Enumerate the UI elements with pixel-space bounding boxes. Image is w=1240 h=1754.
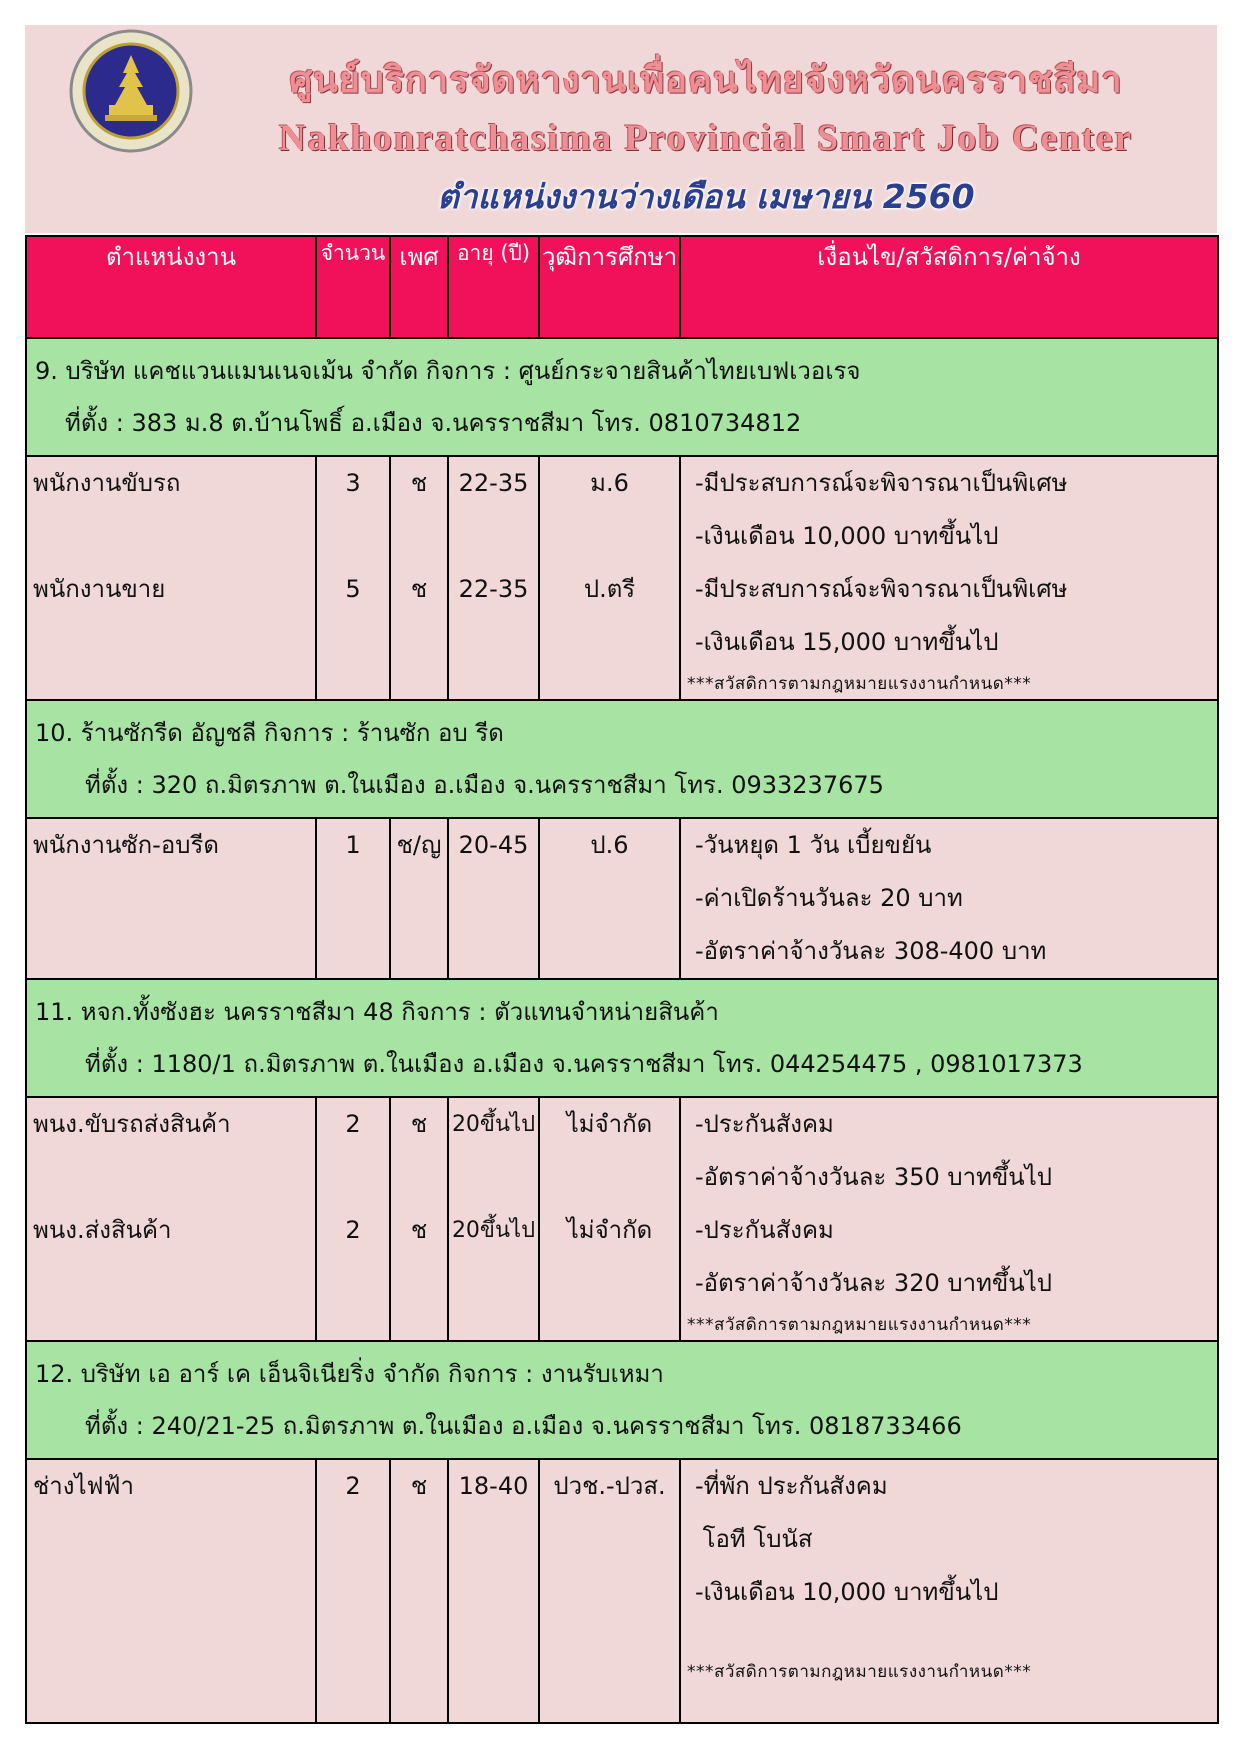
job-age: 22-35: [458, 469, 529, 497]
job-position-cell: [26, 1097, 316, 1341]
company-name-line: 9. บริษัท แคชแวนแมนเนจเม้น จำกัด กิจการ : ศูนย์กระจายสินค้าไทยเบฟเวอเรจ: [35, 357, 861, 385]
job-count-cell: [316, 456, 390, 700]
job-age-cell: [448, 1459, 539, 1723]
job-education-cell: [539, 818, 680, 979]
job-conditions-cell: [680, 1097, 1218, 1341]
company-address-line: ที่ตั้ง : 240/21-25 ถ.มิตรภาพ ต.ในเมือง อ.เมือง จ.นครราชสีมา โทร. 0818733466: [85, 1412, 962, 1440]
column-header-count: จำนวน: [316, 236, 390, 338]
job-condition: -อัตราค่าจ้างวันละ 320 บาทขึ้นไป: [695, 1269, 1053, 1297]
job-age: 22-35: [458, 575, 529, 603]
job-education-cell: [539, 456, 680, 700]
job-education: ป.6: [590, 831, 629, 859]
company-name-line: 12. บริษัท เอ อาร์ เค เอ็นจิเนียริ่ง จำกัด กิจการ : งานรับเหมา: [35, 1360, 664, 1388]
job-position: พนง.ขับรถส่งสินค้า: [33, 1110, 231, 1138]
job-rows: [26, 456, 1218, 700]
job-sex: ช: [410, 575, 428, 603]
job-condition: -เงินเดือน 15,000 บาทขึ้นไป: [695, 628, 999, 656]
job-count: 2: [345, 1472, 361, 1500]
job-count: 1: [345, 831, 361, 859]
company-name-line: 10. ร้านซักรีด อัญชลี กิจการ : ร้านซัก อบ รีด: [35, 719, 504, 747]
job-condition: -ค่าเปิดร้านวันละ 20 บาท: [695, 884, 963, 912]
column-header-conditions: เงื่อนไข/สวัสดิการ/ค่าจ้าง: [680, 236, 1218, 338]
job-sex-cell: [390, 1459, 448, 1723]
job-count: 5: [345, 575, 361, 603]
job-conditions-cell: [680, 456, 1218, 700]
job-age: 20-45: [458, 831, 529, 859]
job-conditions-cell: [680, 1459, 1218, 1723]
company-info: [26, 1341, 1218, 1459]
provincial-seal-logo: [65, 25, 197, 157]
column-header-sex: เพศ: [390, 236, 448, 338]
job-education: ไม่จำกัด: [566, 1110, 653, 1138]
job-sex-cell: [390, 1097, 448, 1341]
column-header-position: ตำแหน่งงาน: [26, 236, 316, 338]
job-education-cell: [539, 1459, 680, 1723]
job-position-cell: [26, 1459, 316, 1723]
job-age: 20ขึ้นไป: [451, 1112, 536, 1137]
job-rows: [26, 818, 1218, 979]
job-condition: -อัตราค่าจ้างวันละ 350 บาทขึ้นไป: [695, 1163, 1053, 1191]
page-title-english: Nakhonratchasima Provincial Smart Job Center: [279, 118, 1133, 159]
welfare-note: ***สวัสดิการตามกฎหมายแรงงานกำหนด***: [687, 674, 1032, 694]
job-condition: โอที โบนัส: [695, 1525, 813, 1553]
company-row: [26, 1341, 1218, 1459]
job-condition: -เงินเดือน 10,000 บาทขึ้นไป: [695, 1578, 999, 1606]
job-position: ช่างไฟฟ้า: [33, 1472, 135, 1500]
job-listing-table: [25, 235, 1219, 1724]
job-position: พนง.ส่งสินค้า: [33, 1216, 172, 1244]
page-header: [25, 25, 1217, 233]
job-position: พนักงานขับรถ: [33, 469, 181, 497]
job-education: ไม่จำกัด: [566, 1216, 653, 1244]
column-header-education: วุฒิการศึกษา: [539, 236, 680, 338]
job-sex-cell: [390, 818, 448, 979]
job-education-cell: [539, 1097, 680, 1341]
job-condition: -มีประสบการณ์จะพิจารณาเป็นพิเศษ: [695, 575, 1068, 603]
company-info: [26, 700, 1218, 818]
job-position: พนักงานซัก-อบรีด: [33, 831, 219, 859]
welfare-note: ***สวัสดิการตามกฎหมายแรงงานกำหนด***: [687, 1662, 1032, 1682]
job-count-cell: [316, 818, 390, 979]
job-condition: -เงินเดือน 10,000 บาทขึ้นไป: [695, 522, 999, 550]
page-title-thai: ศูนย์บริการจัดหางานเพื่อคนไทยจังหวัดนครราชสีมา: [289, 59, 1123, 101]
company-address-line: ที่ตั้ง : 320 ถ.มิตรภาพ ต.ในเมือง อ.เมือง จ.นครราชสีมา โทร. 0933237675: [85, 771, 884, 799]
job-sex: ช/ญ: [396, 831, 442, 859]
job-education: ปวช.-ปวส.: [553, 1472, 666, 1500]
job-condition: -อัตราค่าจ้างวันละ 308-400 บาท: [695, 937, 1047, 965]
job-age-cell: [448, 456, 539, 700]
job-sex: ช: [410, 1216, 428, 1244]
column-header-age: อายุ (ปี): [448, 236, 539, 338]
company-info: [26, 338, 1218, 456]
job-rows: [26, 1459, 1218, 1723]
job-rows: [26, 1097, 1218, 1341]
job-age: 18-40: [458, 1472, 529, 1500]
job-condition: -มีประสบการณ์จะพิจารณาเป็นพิเศษ: [695, 469, 1068, 497]
job-count: 2: [345, 1110, 361, 1138]
job-age-cell: [448, 818, 539, 979]
table-header-row: [26, 236, 1218, 338]
job-sex: ช: [410, 1110, 428, 1138]
company-row: [26, 979, 1218, 1097]
job-sex-cell: [390, 456, 448, 700]
job-education: ม.6: [590, 469, 629, 497]
job-position: พนักงานขาย: [33, 575, 166, 603]
job-age-cell: [448, 1097, 539, 1341]
job-position-cell: [26, 456, 316, 700]
job-count-cell: [316, 1097, 390, 1341]
welfare-note: ***สวัสดิการตามกฎหมายแรงงานกำหนด***: [687, 1315, 1032, 1335]
job-count: 2: [345, 1216, 361, 1244]
company-row: [26, 700, 1218, 818]
company-info: [26, 979, 1218, 1097]
company-row: [26, 338, 1218, 456]
job-age: 20ขึ้นไป: [451, 1218, 536, 1243]
job-sex: ช: [410, 1472, 428, 1500]
page-subtitle-month: ตำแหน่งงานว่างเดือน เมษายน 2560: [437, 177, 975, 216]
job-condition: -วันหยุด 1 วัน เบี้ยขยัน: [695, 831, 932, 859]
job-sex: ช: [410, 469, 428, 497]
job-conditions-cell: [680, 818, 1218, 979]
job-position-cell: [26, 818, 316, 979]
job-count-cell: [316, 1459, 390, 1723]
company-address-line: ที่ตั้ง : 1180/1 ถ.มิตรภาพ ต.ในเมือง อ.เมือง จ.นครราชสีมา โทร. 044254475 , 0981017373: [85, 1050, 1083, 1078]
company-address-line: ที่ตั้ง : 383 ม.8 ต.บ้านโพธิ์ อ.เมือง จ.นครราชสีมา โทร. 0810734812: [65, 409, 802, 437]
job-education: ป.ตรี: [583, 575, 636, 603]
job-condition: -ประกันสังคม: [695, 1216, 834, 1244]
job-count: 3: [345, 469, 361, 497]
job-condition: -ที่พัก ประกันสังคม: [695, 1472, 888, 1500]
job-condition: -ประกันสังคม: [695, 1110, 834, 1138]
company-name-line: 11. หจก.ทั้งซังฮะ นครราชสีมา 48 กิจการ : ตัวแทนจำหน่ายสินค้า: [35, 998, 719, 1026]
